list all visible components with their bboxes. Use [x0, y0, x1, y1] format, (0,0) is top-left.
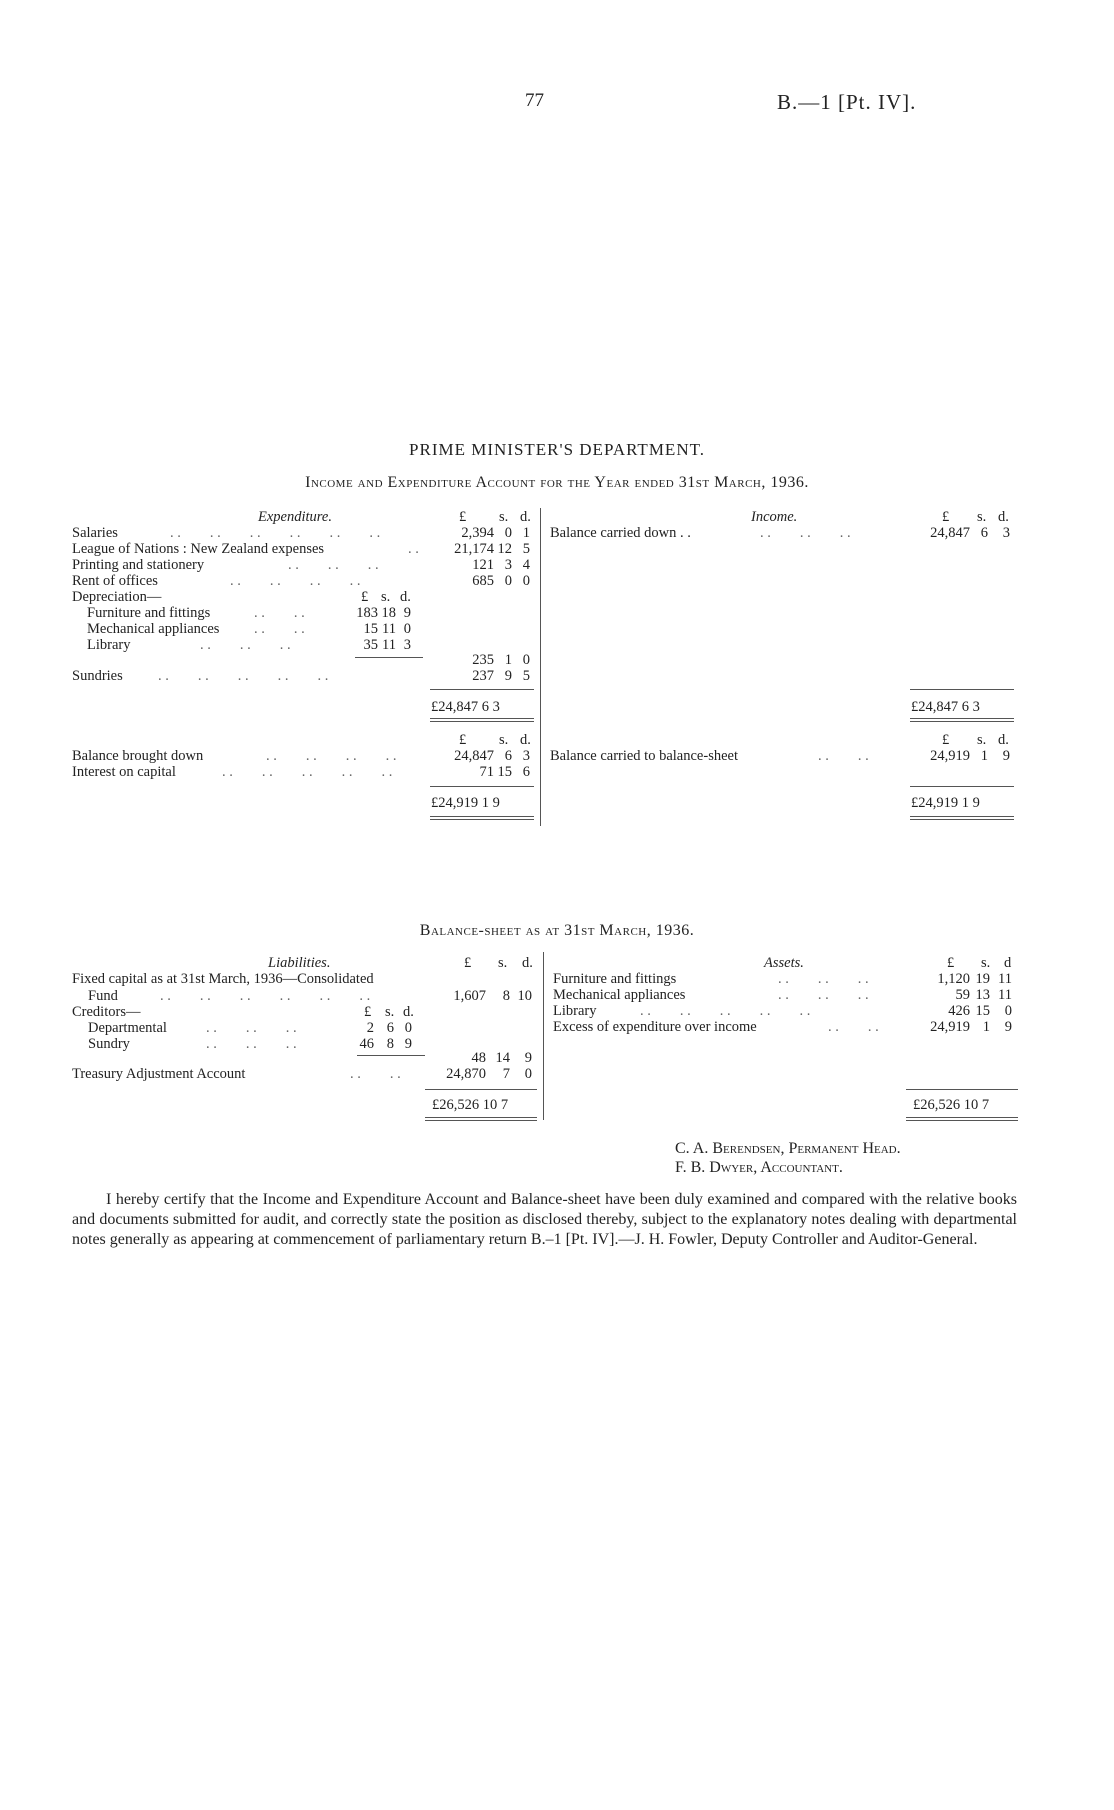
- leader-dots: . . . . . .: [200, 637, 291, 653]
- shillings: 1: [980, 748, 988, 764]
- double-rule: [430, 816, 534, 817]
- pence-header: d.: [998, 509, 1009, 525]
- liabilities-heading: Liabilities.: [268, 955, 331, 971]
- row-label: Library: [87, 637, 131, 653]
- pence: 10: [517, 988, 532, 1004]
- leader-dots: . . . . . . . . . .: [158, 668, 329, 684]
- double-rule: [910, 721, 1014, 722]
- leader-dots: . . . . . . . .: [266, 748, 397, 764]
- leader-dots: . . . . . .: [288, 557, 379, 573]
- double-rule: [425, 1120, 537, 1121]
- pence: 9: [524, 1050, 532, 1066]
- row-label: Interest on capital: [72, 764, 176, 780]
- income-total: £24,919 1 9: [911, 795, 980, 811]
- signature-permanent-head: C. A. Berendsen, Permanent Head.: [675, 1140, 901, 1157]
- pounds: 235: [472, 652, 494, 668]
- pence: 9: [1004, 1019, 1012, 1035]
- pounds: 46: [359, 1036, 374, 1052]
- creditors-label: Creditors—: [72, 1004, 141, 1020]
- pound-header: £: [459, 732, 467, 748]
- liabilities-total: £26,526 10 7: [432, 1097, 509, 1113]
- pound-header: £: [942, 509, 950, 525]
- pounds: 24,847: [454, 748, 494, 764]
- row-label: League of Nations : New Zealand expenses: [72, 541, 325, 557]
- leader-dots: . . . .: [254, 621, 305, 637]
- pounds: 2,394: [461, 525, 494, 541]
- assets-heading: Assets.: [764, 955, 804, 971]
- shilling-header: s.: [381, 589, 391, 605]
- pounds: 183: [356, 605, 378, 621]
- pounds: 2: [366, 1020, 374, 1036]
- shillings: 11: [382, 637, 396, 653]
- pence: 6: [522, 764, 530, 780]
- row-label: Balance carried down . .: [550, 525, 691, 541]
- shilling-header: s.: [499, 732, 509, 748]
- pounds: 24,919: [930, 1019, 970, 1035]
- subtotal-rule: [355, 657, 423, 658]
- pence-header: d.: [400, 589, 411, 605]
- pence: 11: [998, 987, 1012, 1003]
- double-rule: [910, 816, 1014, 817]
- shillings: 8: [502, 988, 510, 1004]
- income-total: £24,847 6 3: [911, 699, 980, 715]
- shilling-header: s.: [499, 509, 509, 525]
- shilling-header: s.: [498, 955, 508, 971]
- row-label: Mechanical appliances: [553, 987, 686, 1003]
- shillings: 18: [381, 605, 396, 621]
- pence: 3: [522, 748, 530, 764]
- pounds: 71: [479, 764, 494, 780]
- row-label: Sundries: [72, 668, 123, 684]
- leader-dots: . . . .: [818, 748, 869, 764]
- leader-dots: . . . .: [350, 1066, 401, 1082]
- pound-header: £: [364, 1004, 372, 1020]
- row-label: Rent of offices: [72, 573, 158, 589]
- expenditure-total: £24,919 1 9: [431, 795, 500, 811]
- row-label: Mechanical appliances: [87, 621, 220, 637]
- income-account-title: Income and Expenditure Account for the Year ended 31st March, 1936.: [305, 474, 809, 491]
- pence-header: d: [1004, 955, 1012, 971]
- shillings: 6: [386, 1020, 394, 1036]
- row-label: Printing and stationery: [72, 557, 205, 573]
- column-divider: [540, 508, 541, 826]
- leader-dots: . . . . . . . . . . . .: [170, 525, 381, 541]
- expenditure-heading: Expenditure.: [258, 509, 332, 525]
- pounds: 426: [948, 1003, 970, 1019]
- leader-dots: . . . . . .: [778, 987, 869, 1003]
- pounds: 48: [471, 1050, 486, 1066]
- pence: 3: [403, 637, 411, 653]
- pound-header: £: [459, 509, 467, 525]
- pounds: 24,847: [930, 525, 970, 541]
- shillings: 19: [975, 971, 990, 987]
- income-heading: Income.: [751, 509, 798, 525]
- pounds: 1,120: [937, 971, 970, 987]
- column-divider: [543, 952, 544, 1120]
- subtotal-rule: [357, 1055, 425, 1056]
- shillings: 8: [386, 1036, 394, 1052]
- total-rule: [910, 786, 1014, 787]
- row-label: Excess of expenditure over income: [553, 1019, 757, 1035]
- shillings: 6: [980, 525, 988, 541]
- pence: 11: [998, 971, 1012, 987]
- total-rule: [906, 1089, 1018, 1090]
- shillings: 12: [497, 541, 512, 557]
- double-rule: [906, 1120, 1018, 1121]
- pence-header: d.: [403, 1004, 414, 1020]
- pence: 9: [403, 605, 411, 621]
- pounds: 237: [472, 668, 494, 684]
- pounds: 685: [472, 573, 494, 589]
- pence-header: d.: [520, 509, 531, 525]
- pounds: 15: [363, 621, 378, 637]
- leader-dots: . . . . . . . .: [230, 573, 361, 589]
- total-rule: [425, 1089, 537, 1090]
- leader-dots: . . . . . .: [778, 971, 869, 987]
- double-rule: [425, 1117, 537, 1118]
- row-label: Furniture and fittings: [87, 605, 211, 621]
- double-rule: [906, 1117, 1018, 1118]
- assets-total: £26,526 10 7: [913, 1097, 990, 1113]
- shillings: 13: [975, 987, 990, 1003]
- shillings: 0: [504, 573, 512, 589]
- shillings: 1: [982, 1019, 990, 1035]
- total-rule: [430, 786, 534, 787]
- shillings: 9: [504, 668, 512, 684]
- pence-header: d.: [522, 955, 533, 971]
- balance-sheet-title: Balance-sheet as at 31st March, 1936.: [419, 922, 695, 939]
- row-label: Library: [553, 1003, 597, 1019]
- shilling-header: s.: [981, 955, 991, 971]
- leader-dots: . . . . . .: [206, 1020, 297, 1036]
- pounds: 35: [363, 637, 378, 653]
- shilling-header: s.: [385, 1004, 395, 1020]
- pounds: 24,870: [446, 1066, 486, 1082]
- pence: 5: [522, 541, 530, 557]
- shillings: 11: [382, 621, 396, 637]
- double-rule: [430, 721, 534, 722]
- double-rule: [910, 819, 1014, 820]
- shillings: 7: [502, 1066, 510, 1082]
- row-label: Fund: [88, 988, 118, 1004]
- depreciation-label: Depreciation—: [72, 589, 162, 605]
- pound-header: £: [942, 732, 950, 748]
- pence-header: d.: [520, 732, 531, 748]
- pounds: 24,919: [930, 748, 970, 764]
- pence: 0: [522, 652, 530, 668]
- row-label: Treasury Adjustment Account: [72, 1066, 246, 1082]
- leader-dots: . .: [408, 541, 419, 557]
- shillings: 6: [504, 748, 512, 764]
- leader-dots: . . . . . . . . . . . .: [160, 988, 371, 1004]
- shillings: 0: [504, 525, 512, 541]
- double-rule: [430, 819, 534, 820]
- pence: 3: [1002, 525, 1010, 541]
- pence: 0: [1004, 1003, 1012, 1019]
- shillings: 14: [495, 1050, 510, 1066]
- pence: 9: [404, 1036, 412, 1052]
- leader-dots: . . . . . .: [206, 1036, 297, 1052]
- leader-dots: . . . .: [254, 605, 305, 621]
- shillings: 15: [497, 764, 512, 780]
- pound-header: £: [361, 589, 369, 605]
- double-rule: [910, 718, 1014, 719]
- pence: 0: [404, 1020, 412, 1036]
- pence-header: d.: [998, 732, 1009, 748]
- row-label: Departmental: [88, 1020, 167, 1036]
- pounds: 59: [955, 987, 970, 1003]
- total-rule: [910, 689, 1014, 690]
- row-label: Sundry: [88, 1036, 130, 1052]
- page-number: 77: [525, 90, 544, 111]
- expenditure-total: £24,847 6 3: [431, 699, 500, 715]
- leader-dots: . . . .: [828, 1019, 879, 1035]
- shilling-header: s.: [977, 732, 987, 748]
- pence: 0: [522, 573, 530, 589]
- pence: 9: [1002, 748, 1010, 764]
- signature-accountant: F. B. Dwyer, Accountant.: [675, 1159, 843, 1176]
- leader-dots: . . . . . .: [760, 525, 851, 541]
- pounds: 121: [472, 557, 494, 573]
- audit-certificate: [72, 1190, 1017, 1250]
- pounds: 21,174: [454, 541, 494, 557]
- certificate-text: I hereby certify that the Income and Expenditure Account and Balance-sheet have been duly examined and compared with the relative books and documents submitted for audit, and correctly state the position as disclosed thereby, subject to the explanatory notes dealing with departmental notes generally as appearing at commencement of parliamentary return B.–1 [Pt. IV].—J. H. Fowler, Deputy Controller and Auditor-General.: [72, 1191, 1017, 1248]
- shillings: 1: [504, 652, 512, 668]
- pence: 0: [524, 1066, 532, 1082]
- pence: 5: [522, 668, 530, 684]
- shilling-header: s.: [977, 509, 987, 525]
- pence: 4: [522, 557, 530, 573]
- leader-dots: . . . . . . . . . .: [222, 764, 393, 780]
- row-label: Salaries: [72, 525, 118, 541]
- double-rule: [430, 718, 534, 719]
- shillings: 3: [504, 557, 512, 573]
- row-label: Furniture and fittings: [553, 971, 677, 987]
- total-rule: [430, 689, 534, 690]
- series-reference: B.—1 [Pt. IV].: [777, 90, 917, 114]
- pence: 1: [522, 525, 530, 541]
- leader-dots: . . . . . . . . . .: [640, 1003, 811, 1019]
- row-label: Fixed capital as at 31st March, 1936—Consolidated: [72, 971, 374, 987]
- pound-header: £: [947, 955, 955, 971]
- pence: 0: [403, 621, 411, 637]
- department-title: PRIME MINISTER'S DEPARTMENT.: [409, 440, 705, 459]
- row-label: Balance carried to balance-sheet: [550, 748, 738, 764]
- shillings: 15: [975, 1003, 990, 1019]
- pounds: 1,607: [453, 988, 486, 1004]
- pound-header: £: [464, 955, 472, 971]
- row-label: Balance brought down: [72, 748, 204, 764]
